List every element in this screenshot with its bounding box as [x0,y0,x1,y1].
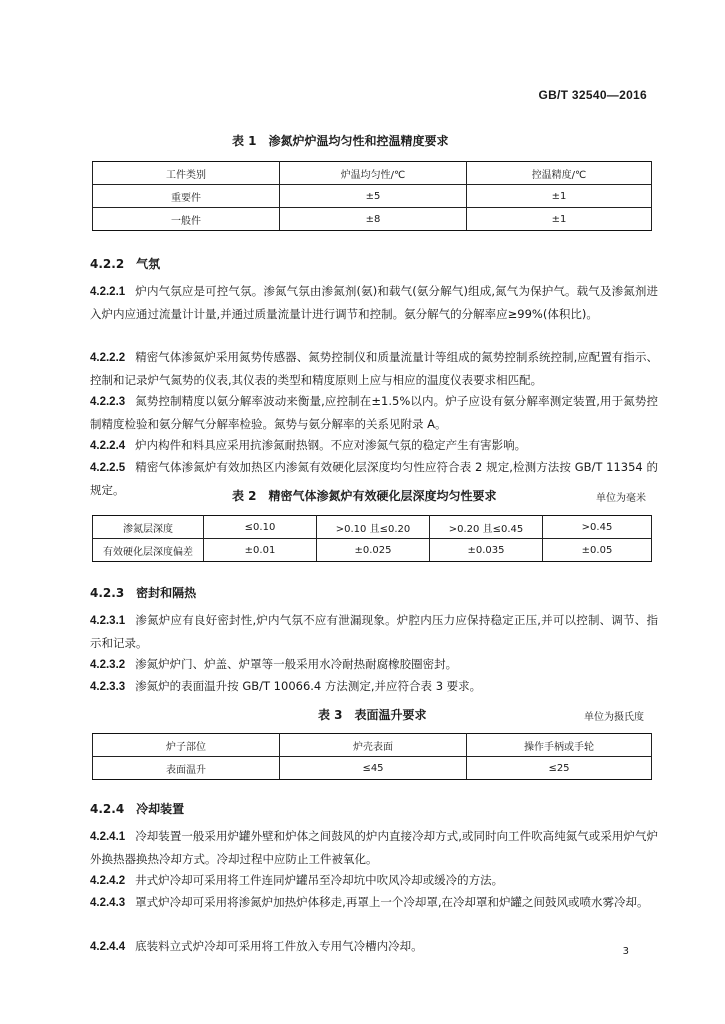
table-row [93,539,652,562]
clause-text: 渗氮炉的表面温升按 GB/T 10066.4 方法测定,并应符合表 3 要求。 [135,679,482,693]
section-heading-4-2-2: 4.2.2 气氛 [90,257,161,271]
clause-text: 冷却装置一般采用炉罐外壁和炉体之间鼓风的炉内直接冷却方式,或同时向工件吹高纯氮气或采用炉气炉外换热器换热冷却方式。冷却过程中应防止工件被氧化。 [90,829,658,866]
table-cell: 表面温升 [93,757,280,780]
paragraph-4-2-3-1 [90,609,658,654]
table-cell: ≤45 [280,757,467,780]
clause-number: 4.2.4.1 [90,831,126,843]
table-cell: ±1 [467,208,652,231]
table-cell: 重要件 [93,185,280,208]
paragraph-4-2-3-2 [90,653,658,676]
table-row [93,162,652,185]
table-cell: ±8 [280,208,467,231]
clause-text: 氮势控制精度以氨分解率波动来衡量,应控制在±1.5%以内。炉子应设有氨分解率测定装置,用于氮势控制精度检验和氨分解气分解率检验。氮势与氨分解率的关系见附录 A。 [90,394,658,431]
clause-number: 4.2.3.3 [90,681,126,693]
table-cell: ±1 [467,185,652,208]
paragraph-4-2-3-3 [90,675,658,698]
clause-text: 炉内气氛应是可控气氛。渗氮气氛由渗氮剂(氨)和载气(氨分解气)组成,氮气为保护气。载气及渗氮剂进入炉内应通过流量计计量,并通过质量流量计进行调节和控制。氨分解气的分解率应≥99%(体积比)。 [90,284,658,321]
table1 [92,161,652,231]
clause-text: 精密气体渗氮炉有效加热区内渗氮有效硬化层深度均匀性应符合表 2 规定,检测方法按 GB/T 11354 的规定。 [90,460,658,497]
table-cell: 炉温均匀性/℃ [280,162,467,185]
table-cell: 操作手柄或手轮 [467,734,652,757]
paragraph-4-2-2-1 [90,280,658,325]
clause-text: 罩式炉冷却可采用将渗氮炉加热炉体移走,再罩上一个冷却罩,在冷却罩和炉罐之间鼓风或喷水雾冷却。 [135,895,649,909]
table-row [93,734,652,757]
clause-number: 4.2.4.2 [90,875,126,887]
clause-number: 4.2.2.3 [90,396,126,408]
table-row [93,185,652,208]
table-cell: >0.20 且≤0.45 [430,516,543,539]
clause-text: 渗氮炉炉门、炉盖、炉罩等一般采用水冷耐热耐腐橡胶圈密封。 [135,657,458,671]
clause-number: 4.2.3.1 [90,615,126,627]
section-heading-4-2-3: 4.2.3 密封和隔热 [90,586,197,600]
table2 [92,515,652,562]
table1-caption: 表 1 渗氮炉炉温均匀性和控温精度要求 [232,134,449,148]
paragraph-4-2-2-2 [90,346,658,391]
clause-text: 精密气体渗氮炉采用氮势传感器、氮势控制仪和质量流量计等组成的氮势控制系统控制,应配置有指示、控制和记录炉气氮势的仪表,其仪表的类型和精度原则上应与相应的温度仪表要求相匹配。 [90,350,658,387]
clause-number: 4.2.2.1 [90,286,126,298]
table2-unit: 单位为毫米 [596,493,646,504]
table2-caption: 表 2 精密气体渗氮炉有效硬化层深度均匀性要求 [232,489,497,503]
page-number: 3 [622,946,629,957]
table-cell: ≤0.10 [204,516,317,539]
table-cell: 渗氮层深度 [93,516,204,539]
table-cell: ±0.05 [543,539,652,562]
table-cell: 一般件 [93,208,280,231]
paragraph-4-2-2-3 [90,390,658,435]
table-cell: 炉子部位 [93,734,280,757]
table3-unit: 单位为摄氏度 [584,712,644,723]
paragraph-4-2-4-2 [90,869,658,892]
table-row [93,516,652,539]
table3 [92,733,652,780]
table-cell: 控温精度/℃ [467,162,652,185]
paragraph-4-2-4-4 [90,935,658,958]
table-cell: >0.10 且≤0.20 [317,516,430,539]
clause-number: 4.2.2.5 [90,462,126,474]
standard-code: GB/T 32540—2016 [538,88,647,102]
clause-number: 4.2.4.3 [90,897,126,909]
clause-number: 4.2.4.4 [90,941,126,953]
table-cell: ≤25 [467,757,652,780]
table-cell: 工件类别 [93,162,280,185]
table-cell: 有效硬化层深度偏差 [93,539,204,562]
table-cell: ±0.035 [430,539,543,562]
paragraph-4-2-4-3 [90,891,658,914]
section-heading-4-2-4: 4.2.4 冷却装置 [90,802,185,816]
clause-text: 井式炉冷却可采用将工件连同炉罐吊至冷却坑中吹风冷却或缓冷的方法。 [135,873,504,887]
clause-number: 4.2.3.2 [90,659,126,671]
clause-text: 渗氮炉应有良好密封性,炉内气氛不应有泄漏现象。炉腔内压力应保持稳定正压,并可以控制、调节、指示和记录。 [90,613,658,650]
table3-caption: 表 3 表面温升要求 [318,708,427,722]
paragraph-4-2-4-1 [90,825,658,870]
table-cell: >0.45 [543,516,652,539]
clause-text: 底装料立式炉冷却可采用将工件放入专用气冷槽内冷却。 [135,939,423,953]
clause-text: 炉内构件和料具应采用抗渗氮耐热钢。不应对渗氮气氛的稳定产生有害影响。 [135,438,527,452]
clause-number: 4.2.2.4 [90,440,126,452]
table-cell: ±0.025 [317,539,430,562]
table-row [93,208,652,231]
clause-number: 4.2.2.2 [90,352,126,364]
paragraph-4-2-2-4 [90,434,658,457]
table-cell: ±5 [280,185,467,208]
table-cell: ±0.01 [204,539,317,562]
table-row [93,757,652,780]
table-cell: 炉壳表面 [280,734,467,757]
